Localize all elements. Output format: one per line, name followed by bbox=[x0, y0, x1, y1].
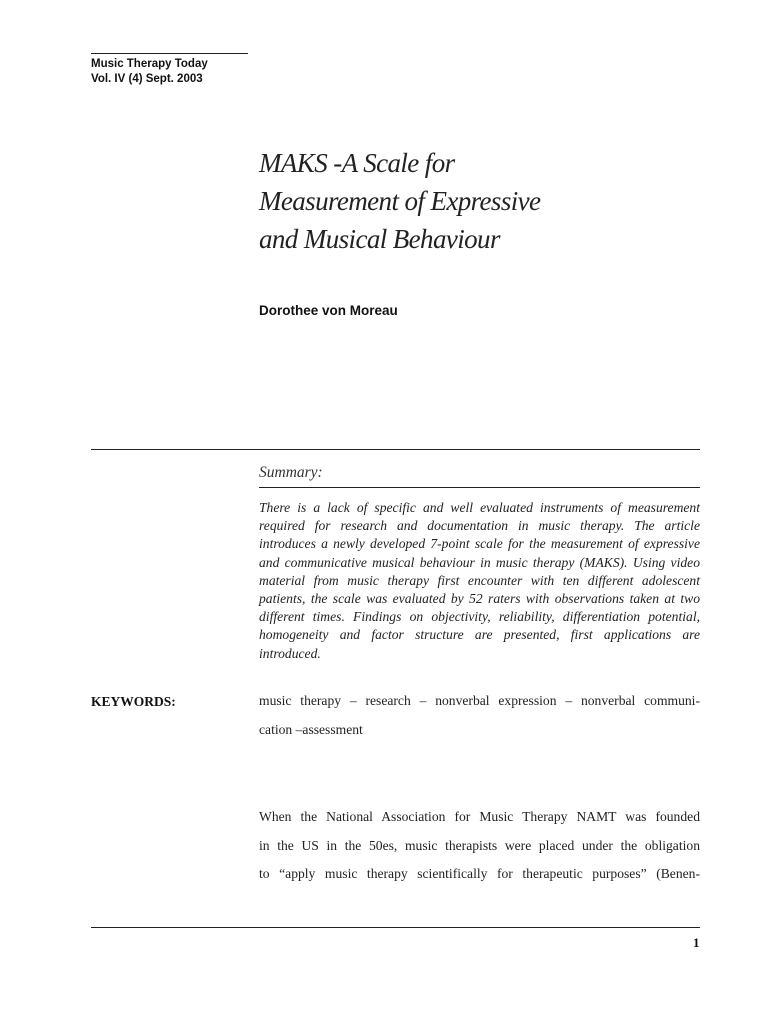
article-title bbox=[259, 144, 699, 258]
title-line: and Musical Behaviour bbox=[259, 224, 500, 254]
keywords-line: music therapy – research – nonverbal expression – nonverbal communi- bbox=[259, 693, 700, 708]
keywords-list bbox=[259, 687, 700, 744]
journal-name: Music Therapy Today bbox=[91, 58, 208, 70]
summary-heading: Summary: bbox=[259, 464, 323, 481]
summary-text: There is a lack of specific and well evaluated instruments of measurement required for research and documentation in music therapy. The article introduces a newly developed 7-point scale for the measurement of expressive and communicative musical behaviour in music therapy (MAKS). Using video material from music therapy first encounter with ten different adolescent patients, the scale was evaluated by 52 raters with observations taken at two different times. Findings on objectivity, reliability, differentiation potential, homogeneity and factor structure are presented, first applications are introduced. bbox=[259, 500, 700, 661]
journal-issue: Vol. IV (4) Sept. 2003 bbox=[91, 73, 203, 85]
summary-heading-rule bbox=[259, 487, 700, 488]
body-line: in the US in the 50es, music therapists were placed under the obligation bbox=[259, 837, 700, 853]
title-line: MAKS -A Scale for bbox=[259, 148, 455, 178]
header-rule bbox=[91, 53, 248, 54]
author-name: Dorothee von Moreau bbox=[259, 303, 398, 318]
keywords-label: KEYWORDS: bbox=[91, 694, 176, 709]
summary-top-rule bbox=[91, 449, 700, 450]
body-paragraph bbox=[259, 803, 700, 889]
page-number: 1 bbox=[693, 935, 700, 950]
title-line: Measurement of Expressive bbox=[259, 186, 541, 216]
keywords-line: cation –assessment bbox=[259, 721, 363, 737]
footer-rule bbox=[91, 927, 700, 928]
body-line: to “apply music therapy scientifically for therapeutic purposes” (Benen- bbox=[259, 866, 700, 881]
body-line: When the National Association for Music Therapy NAMT was founded bbox=[259, 809, 700, 824]
